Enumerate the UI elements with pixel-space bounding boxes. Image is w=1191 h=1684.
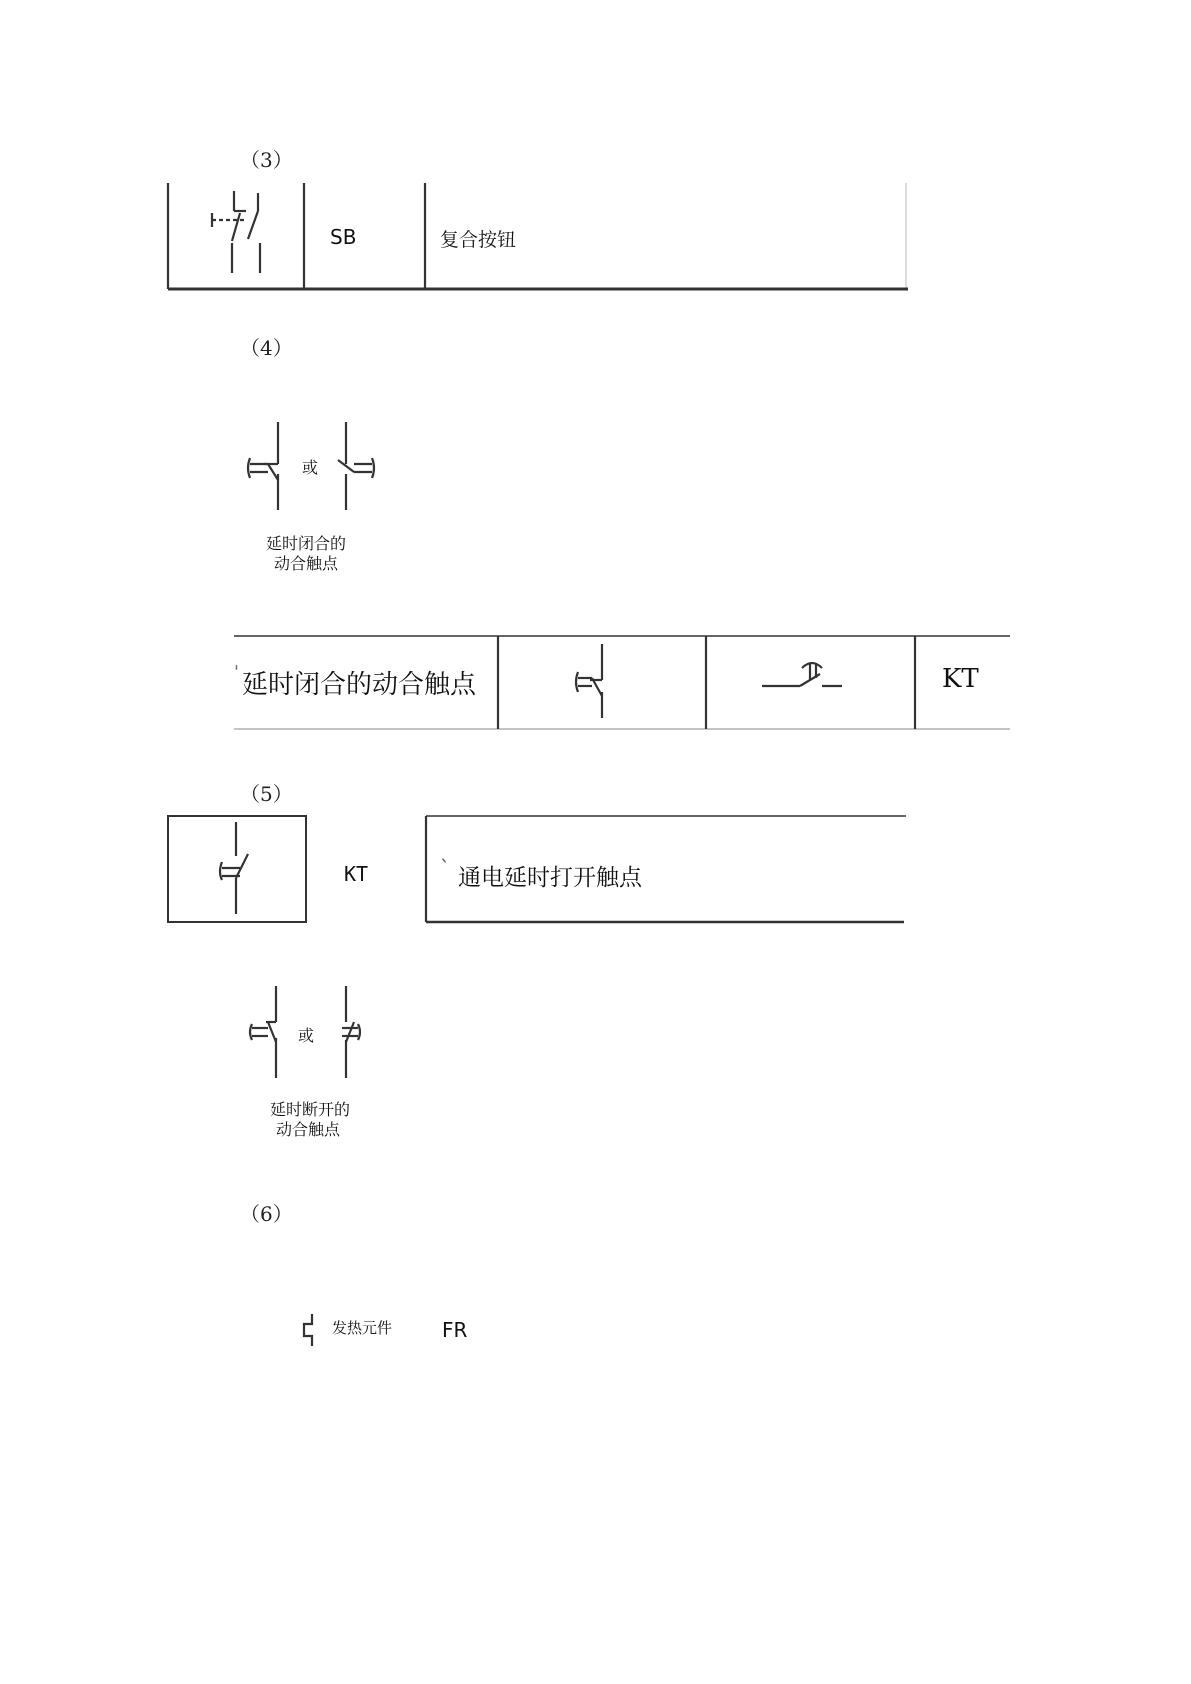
- section-number-5: （5）: [240, 782, 293, 806]
- section-number-4: （4）: [240, 336, 293, 360]
- table-delay-close-contact: [234, 636, 1010, 732]
- delay-open-contact-icon: [208, 818, 288, 918]
- figure-caption-line2: 动合触点: [276, 1120, 341, 1139]
- code-cell: SB: [330, 225, 357, 249]
- or-text: 或: [298, 1026, 315, 1045]
- thermal-element-row: [296, 1310, 516, 1350]
- table-compound-button: [168, 183, 908, 291]
- thermal-element-label: 发热元件: [332, 1319, 393, 1337]
- figure-caption-line1: 延时闭合的: [266, 534, 347, 553]
- delay-close-contact-icon: [568, 640, 628, 730]
- figure-caption-line1: 延时断开的: [270, 1100, 351, 1119]
- section-number-3: （3）: [240, 148, 293, 172]
- prefix-mark: ': [234, 662, 239, 683]
- prefix-mark: `: [440, 856, 450, 880]
- compound-button-icon: [204, 183, 284, 283]
- name-cell: 复合按钮: [440, 229, 517, 251]
- code-cell: KT: [344, 862, 369, 886]
- section-number-6: （6）: [240, 1202, 293, 1226]
- delay-close-contact-figure: [246, 418, 386, 578]
- name-cell: 延时闭合的动合触点: [242, 670, 477, 700]
- name-cell: 通电延时打开触点: [458, 865, 642, 891]
- code-cell: KT: [942, 664, 979, 694]
- table-delay-open-contact: [168, 816, 908, 924]
- figure-caption-line2: 动合触点: [274, 554, 339, 573]
- code-cell: FR: [442, 1318, 468, 1342]
- thermal-element-icon: [296, 1310, 326, 1350]
- delay-close-contact-horizontal-icon: [762, 656, 862, 716]
- delay-open-contact-figure: [246, 982, 386, 1142]
- or-text: 或: [302, 458, 319, 477]
